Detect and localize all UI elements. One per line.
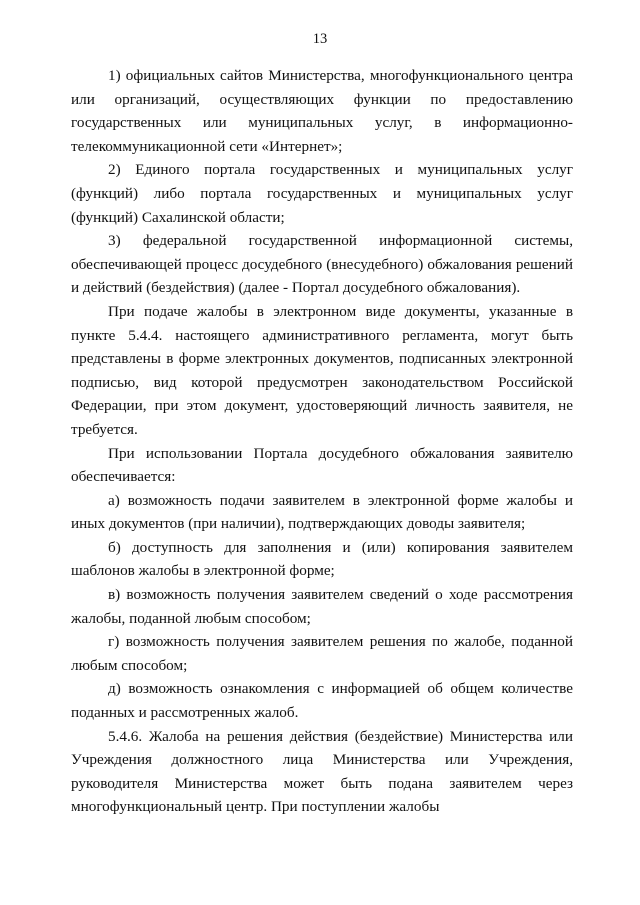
paragraph-federal-system: 3) федеральной государственной информационной системы, обеспечивающей процесс досудебного (внесудебного) обжалования решений и действий (бездействия) (далее - Портал досудебного обжалования). [71, 232, 573, 297]
list-item-g: г) возможность получения заявителем решения по жалобе, поданной любым способом; [71, 633, 573, 674]
paragraph-official-sites: 1) официальных сайтов Министерства, многофункционального центра или организаций, осуществляющих функции по предоставлению государственных или муниципальных услуг, в информационно-телекоммуникационной сети «Интернет»; [71, 67, 573, 155]
list-item-b: б) доступность для заполнения и (или) копирования заявителем шаблонов жалобы в электронной форме; [71, 538, 573, 580]
list-item-v: в) возможность получения заявителем сведений о ходе рассмотрения жалобы, поданной любым способом; [71, 586, 573, 627]
list-item-d: д) возможность ознакомления с информацией об общем количестве поданных и рассмотренных жалоб. [71, 680, 573, 722]
paragraph-unified-portal: 2) Единого портала государственных и муниципальных услуг (функций) либо портала государственных и муниципальных услуг (функций) Сахалинской области; [71, 161, 573, 226]
paragraph-portal-provides: При использовании Портала досудебного обжалования заявителю обеспечивается: [71, 444, 573, 486]
paragraph-electronic-submission: При подаче жалобы в электронном виде документы, указанные в пункте 5.4.4. настоящего административного регламента, могут быть представлены в форме электронных документов, подписанных электронной подписью, вид которой предусмотрен законодательством Российской Федерации, при этом документ, удостоверяющий личность заявителя, не требуется. [71, 302, 573, 438]
list-item-a: а) возможность подачи заявителем в электронной форме жалобы и иных документов (при наличии), подтверждающих доводы заявителя; [71, 491, 573, 533]
document-body [71, 64, 573, 819]
page-number: 13 [312, 31, 328, 47]
paragraph-5-4-6: 5.4.6. Жалоба на решения действия (бездействие) Министерства или Учреждения должностного лица Министерства или Учреждения, руководителя Министерства может быть подана заявителем через многофункциональный центр. При поступлении жалобы [71, 727, 573, 816]
